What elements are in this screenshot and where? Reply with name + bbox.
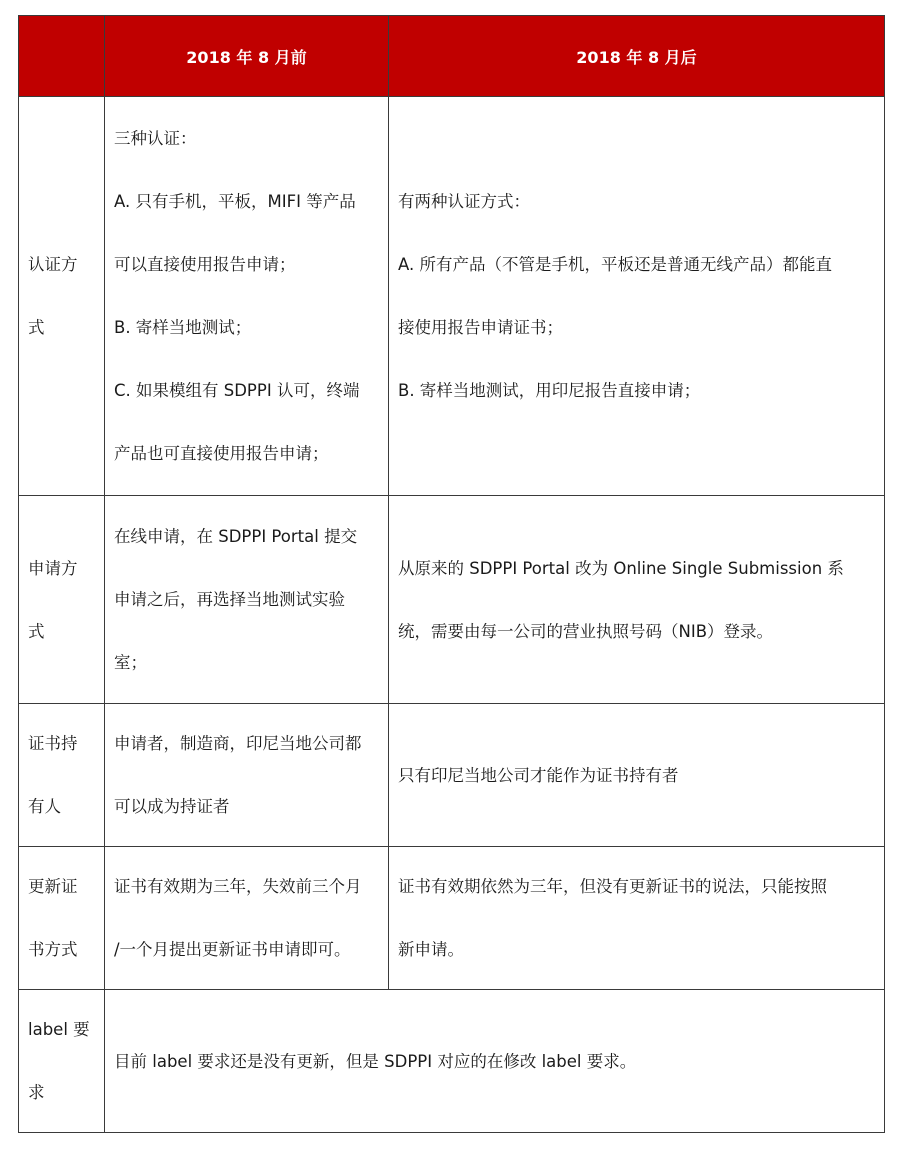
header-row xyxy=(19,16,885,97)
after-cell xyxy=(389,847,885,990)
cell-text-line: /一个月提出更新证书申请即可。 xyxy=(114,940,351,959)
cell-text-line: B. 寄样当地测试，用印尼报告直接申请； xyxy=(398,381,701,400)
table-row-certification-method xyxy=(19,97,885,496)
after-cell xyxy=(389,97,885,496)
cell-text-line: 从原来的 SDPPI Portal 改为 Online Single Submission 系 xyxy=(398,558,844,578)
cell-text-line: A. 只有手机，平板，MIFI 等产品 xyxy=(114,192,356,211)
cell-text-line: 申请之后，再选择当地测试实验 xyxy=(114,590,345,609)
cell-text-line: 证书有效期依然为三年，但没有更新证书的说法，只能按照 xyxy=(398,877,827,896)
row-label-line: 有人 xyxy=(28,797,61,816)
row-label-line: 式 xyxy=(28,621,45,641)
cell-text-line: 统，需要由每一公司的营业执照号码（NIB）登录。 xyxy=(398,621,774,641)
comparison-table-container xyxy=(18,15,884,1133)
row-label-line: 书方式 xyxy=(28,940,78,959)
row-label-cell xyxy=(19,847,105,990)
table-body xyxy=(19,97,885,1133)
cell-text-line: 证书有效期为三年，失效前三个月 xyxy=(114,877,362,896)
row-label-cell xyxy=(19,704,105,847)
table-row-label-requirement xyxy=(19,990,885,1133)
before-cell xyxy=(105,847,389,990)
after-cell xyxy=(389,704,885,847)
cell-text-line: A. 所有产品（不管是手机，平板还是普通无线产品）都能直 xyxy=(398,255,832,274)
table-row-renewal-method xyxy=(19,847,885,990)
cell-text-line: 可以成为持证者 xyxy=(114,797,230,816)
table-header xyxy=(19,16,885,97)
cell-text-line: 申请者，制造商，印尼当地公司都 xyxy=(114,734,362,753)
cell-text-line: 室； xyxy=(114,653,147,672)
comparison-table xyxy=(18,15,885,1133)
before-cell xyxy=(105,704,389,847)
cell-text-line: 接使用报告申请证书； xyxy=(398,318,563,337)
header-empty-cell xyxy=(19,16,105,97)
row-label-line: 更新证 xyxy=(28,877,78,896)
cell-text-line: 有两种认证方式： xyxy=(398,192,530,211)
row-label-line: 认证方 xyxy=(28,255,78,274)
header-after-aug-2018: 2018 年 8 月后 xyxy=(389,16,885,97)
cell-text-line: 产品也可直接使用报告申请； xyxy=(114,444,329,463)
cell-text-line: B. 寄样当地测试； xyxy=(114,318,252,337)
cell-text-line: 三种认证： xyxy=(114,129,197,148)
table-row-application-method xyxy=(19,496,885,704)
merged-cell xyxy=(105,990,885,1133)
cell-text-line: 只有印尼当地公司才能作为证书持有者 xyxy=(398,765,679,785)
row-label-line: 式 xyxy=(28,318,45,337)
cell-text-line: 目前 label 要求还是没有更新，但是 SDPPI 对应的在修改 label 要求。 xyxy=(114,1051,637,1071)
header-before-aug-2018: 2018 年 8 月前 xyxy=(105,16,389,97)
cell-text-line: 在线申请，在 SDPPI Portal 提交 xyxy=(114,527,358,546)
row-label-cell xyxy=(19,97,105,496)
table-row-certificate-holder xyxy=(19,704,885,847)
row-label-cell xyxy=(19,496,105,704)
row-label-line: 证书持 xyxy=(28,734,78,753)
row-label-line: 求 xyxy=(28,1083,45,1102)
before-cell xyxy=(105,97,389,496)
cell-text-line: C. 如果模组有 SDPPI 认可，终端 xyxy=(114,381,360,400)
cell-text-line: 可以直接使用报告申请； xyxy=(114,255,296,274)
after-cell xyxy=(389,496,885,704)
row-label-line: 申请方 xyxy=(28,558,78,578)
row-label-line: label 要 xyxy=(28,1020,90,1039)
row-label-cell xyxy=(19,990,105,1133)
before-cell xyxy=(105,496,389,704)
cell-text-line: 新申请。 xyxy=(398,940,464,959)
